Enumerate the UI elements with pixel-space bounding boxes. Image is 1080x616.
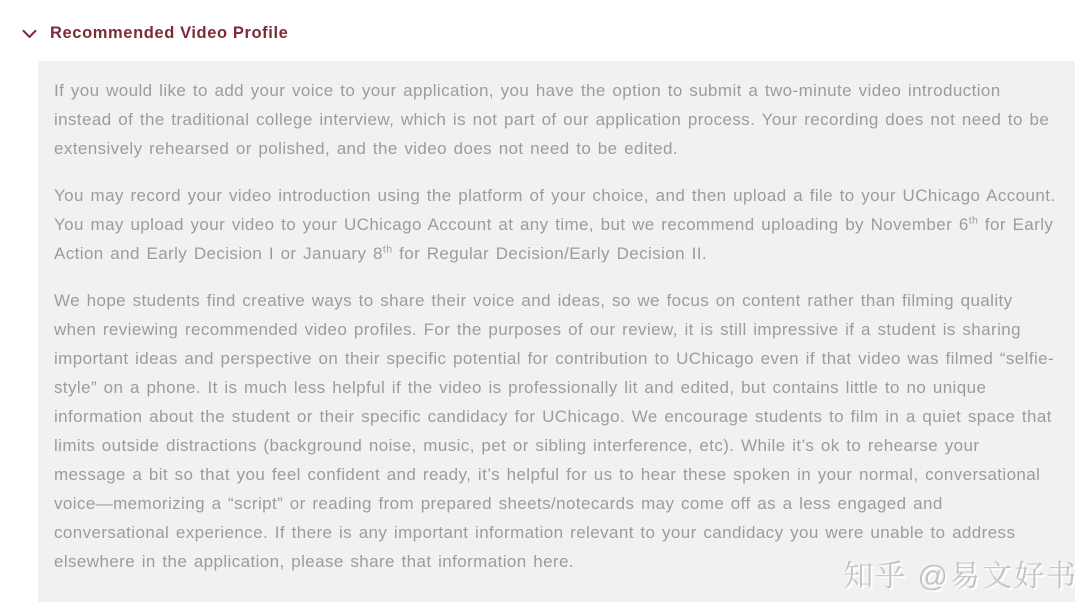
zhihu-watermark: 知乎 @易文好书 bbox=[843, 560, 1078, 593]
paragraph-video-intro: If you would like to add your voice to your application, you have the option to submit a two-minute video introduction instead of the traditional college interview, which is not part of our application process. Your recording does not need to be extensively rehearsed or polished, and the video does not need to be edited. bbox=[54, 81, 1050, 158]
deadline-text-segment: for Regular Decision/Early Decision II. bbox=[392, 244, 707, 263]
deadline-text-segment: for Early Action and Early Decision I or January 8 bbox=[54, 215, 1054, 263]
accordion-header-recommended-video-profile[interactable] bbox=[0, 0, 1080, 43]
accordion-content-panel bbox=[38, 61, 1075, 602]
superscript-th-november: th bbox=[968, 214, 979, 227]
paragraph-review-guidance: We hope students find creative ways to share their voice and ideas, so we focus on content rather than filming quality when reviewing recommended video profiles. For the purposes of our review, it is still impressive if a student is sharing important ideas and perspective on their specific potential for contribution to UChicago even if that video was filmed “selfie-style” on a phone. It is much less helpful if the video is professionally lit and edited, but contains little to no unique information about the student or their specific candidacy for UChicago. We encourage students to film in a quiet space that limits outside distractions (background noise, music, pet or sibling interference, etc). While it’s ok to rehearse your message a bit so that you feel confident and ready, it’s helpful for us to hear these spoken in your normal, conversational voice—memorizing a “script” or reading from prepared sheets/notecards may come off as a less engaged and conversational experience. If there is any important information relevant to your candidacy you were unable to address elsewhere in the application, please share that information here. bbox=[54, 291, 1055, 571]
deadline-text-segment: You may record your video introduction using the platform of your choice, and then upload a file to your UChicago Account. You may upload your video to your UChicago Account at any time, but we recommend uploading by November 6 bbox=[54, 186, 1056, 234]
superscript-th-january: th bbox=[382, 243, 393, 256]
paragraph-upload-deadlines bbox=[54, 181, 1057, 268]
chevron-down-icon[interactable] bbox=[22, 29, 37, 39]
accordion-title: Recommended Video Profile bbox=[50, 24, 289, 42]
